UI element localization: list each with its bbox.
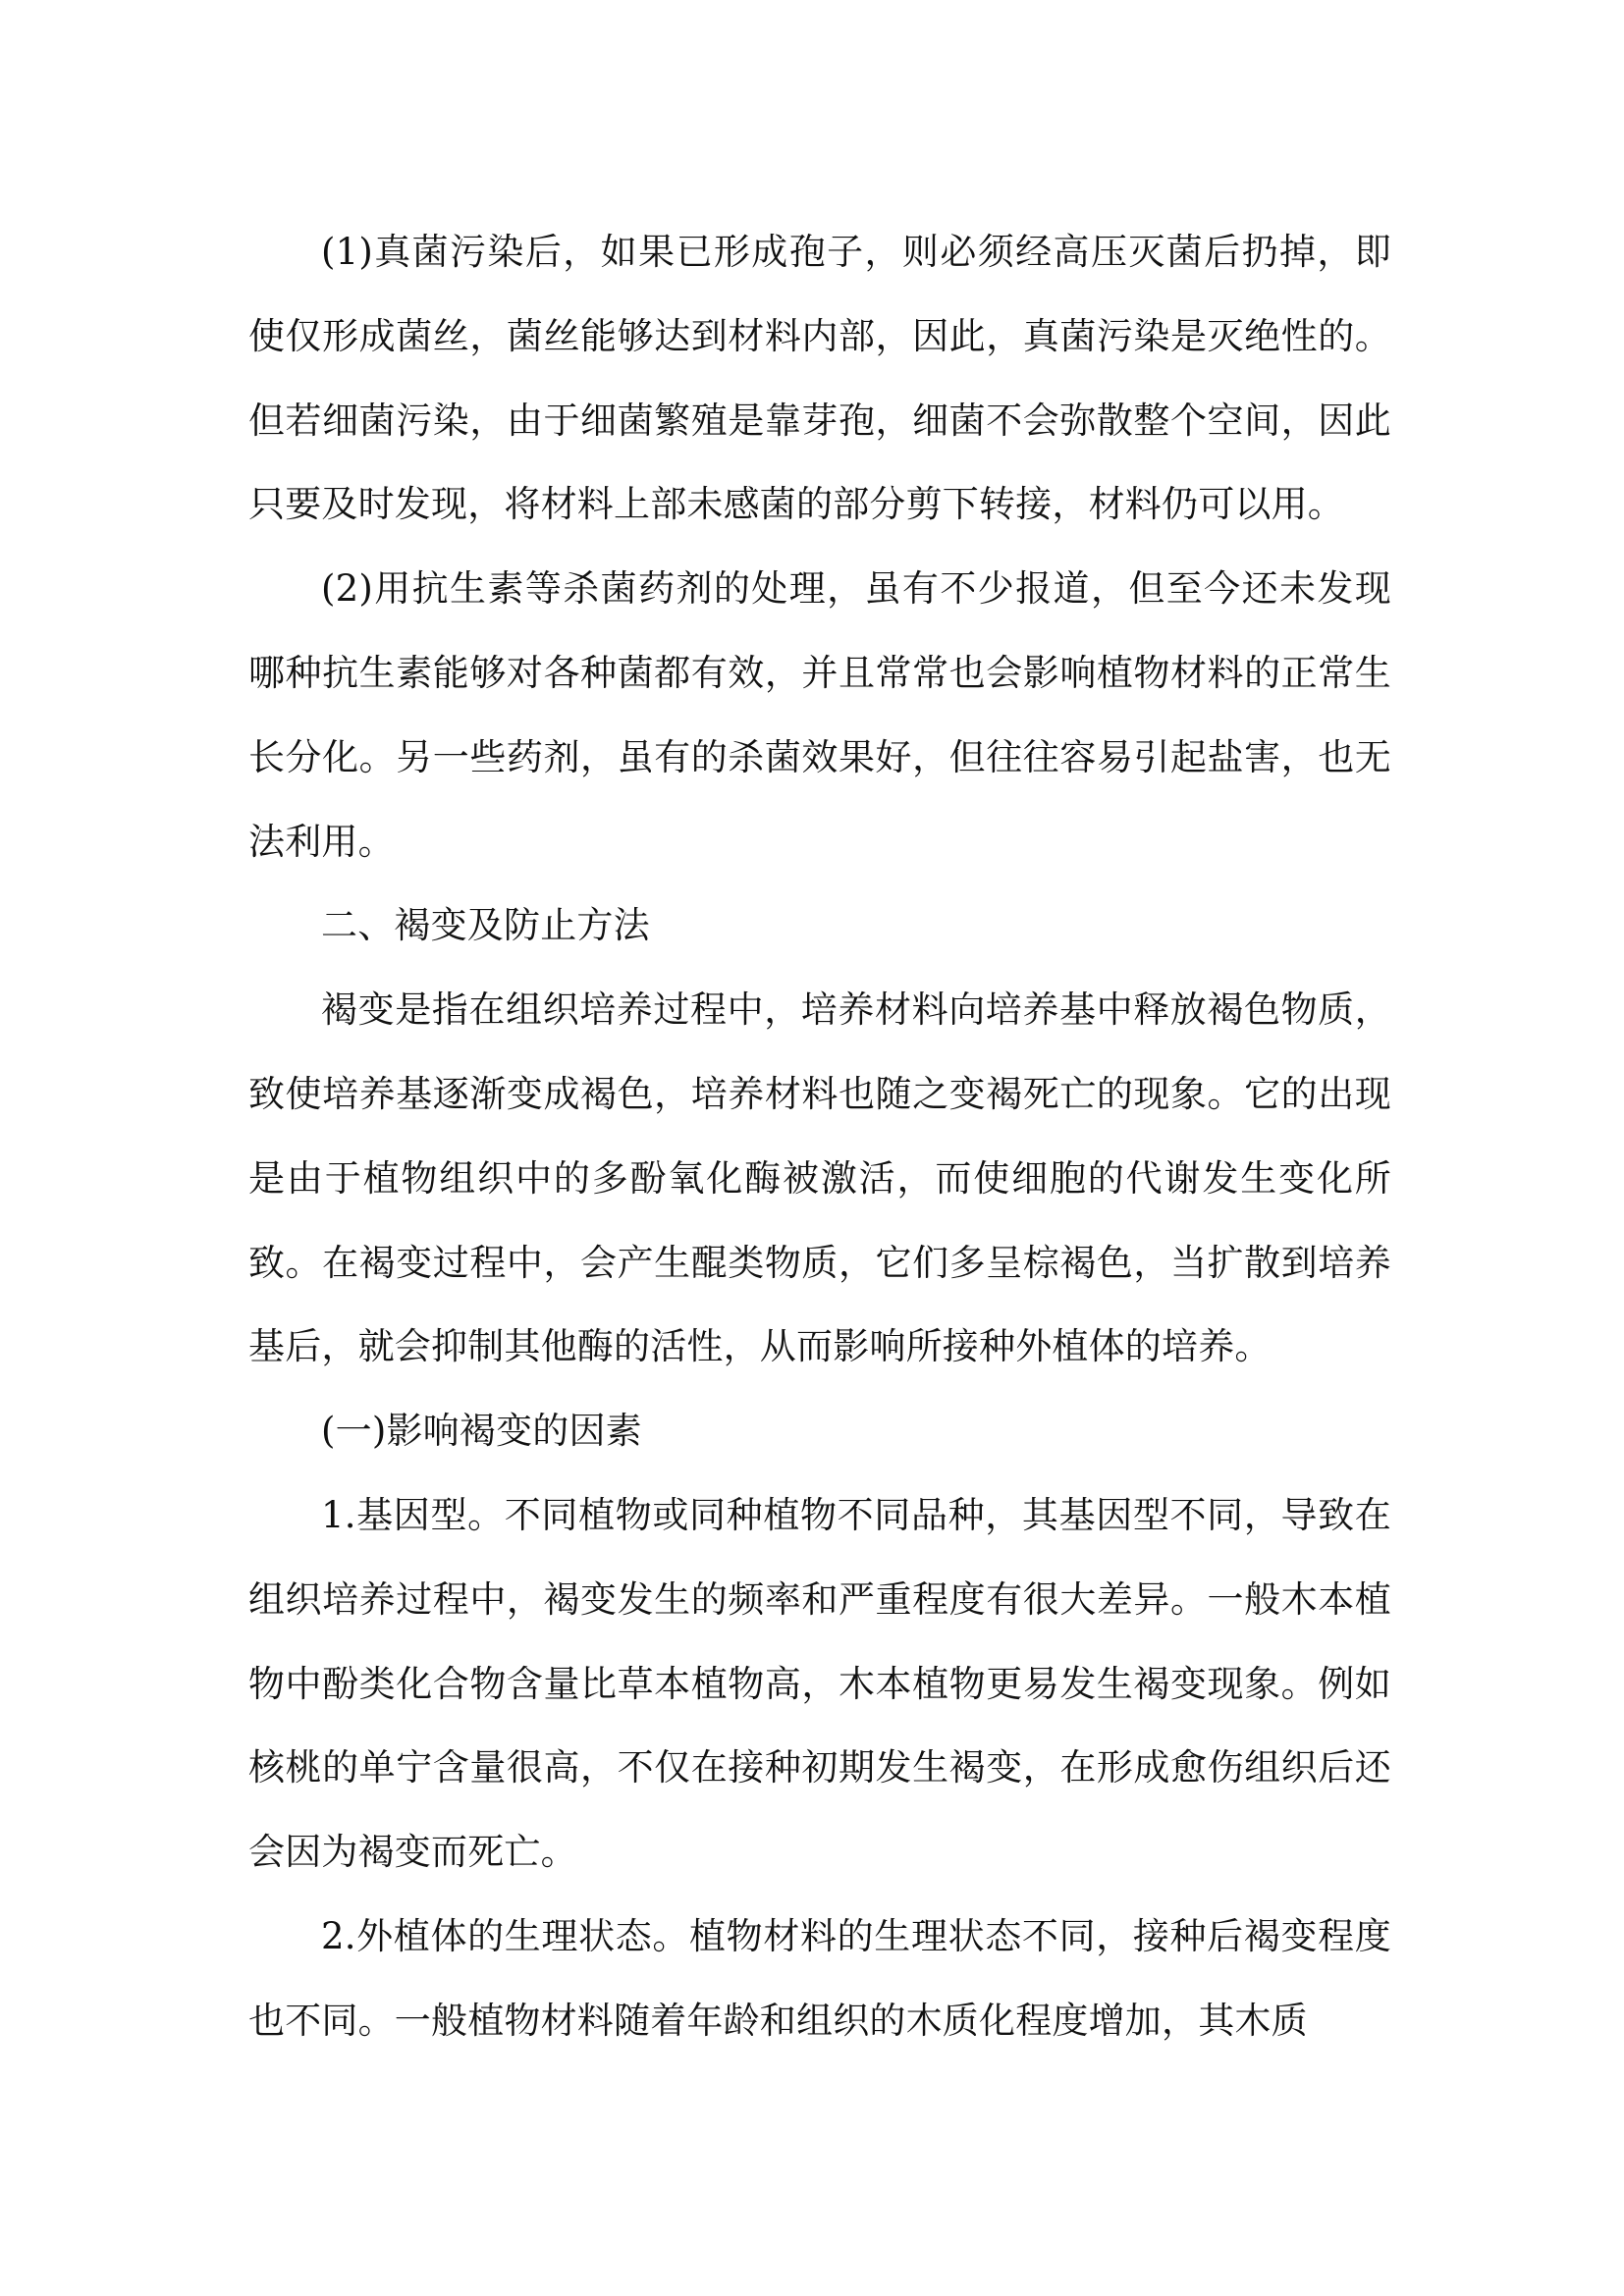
paragraph-fungal-contamination: (1)真菌污染后，如果已形成孢子，则必须经高压灭菌后扔掉，即使仅形成菌丝，菌丝能够达到材料内部，因此，真菌污染是灭绝性的。但若细菌污染，由于细菌繁殖是靠芽孢，细菌不会弥散整个空间，因此只要及时发现，将材料上部未感菌的部分剪下转接，材料仍可以用。 <box>248 231 1391 526</box>
paragraph-browning-definition: 褐变是指在组织培养过程中，培养材料向培养基中释放褐色物质，致使培养基逐渐变成褐色，培养材料也随之变褐死亡的现象。它的出现是由于植物组织中的多酚氧化酶被激活，而使细胞的代谢发生变化所致。在褐变过程中，会产生醌类物质，它们多呈棕褐色，当扩散到培养基后，就会抑制其他酶的活性，从而影响所接种外植体的培养。 <box>248 988 1391 1368</box>
subsection-heading-browning-factors: (一)影响褐变的因素 <box>321 1410 642 1453</box>
section-heading-browning: 二、褐变及防止方法 <box>321 904 650 947</box>
document-body <box>248 210 1391 2063</box>
paragraph-genotype: 1.基因型。不同植物或同种植物不同品种，其基因型不同，导致在组织培养过程中，褐变发生的频率和严重程度有很大差异。一般木本植物中酚类化合物含量比草本植物高，木本植物更易发生褐变现象。例如核桃的单宁含量很高，不仅在接种初期发生褐变，在形成愈伤组织后还会因为褐变而死亡。 <box>248 1493 1391 1874</box>
paragraph-explant-physiology: 2.外植体的生理状态。植物材料的生理状态不同，接种后褐变程度也不同。一般植物材料随着年龄和组织的木质化程度增加，其木质 <box>248 1914 1391 2042</box>
paragraph-antibiotic-treatment: (2)用抗生素等杀菌药剂的处理，虽有不少报道，但至今还未发现哪种抗生素能够对各种菌都有效，并且常常也会影响植物材料的正常生长分化。另一些药剂，虽有的杀菌效果好，但往往容易引起盐害，也无法利用。 <box>248 567 1391 863</box>
